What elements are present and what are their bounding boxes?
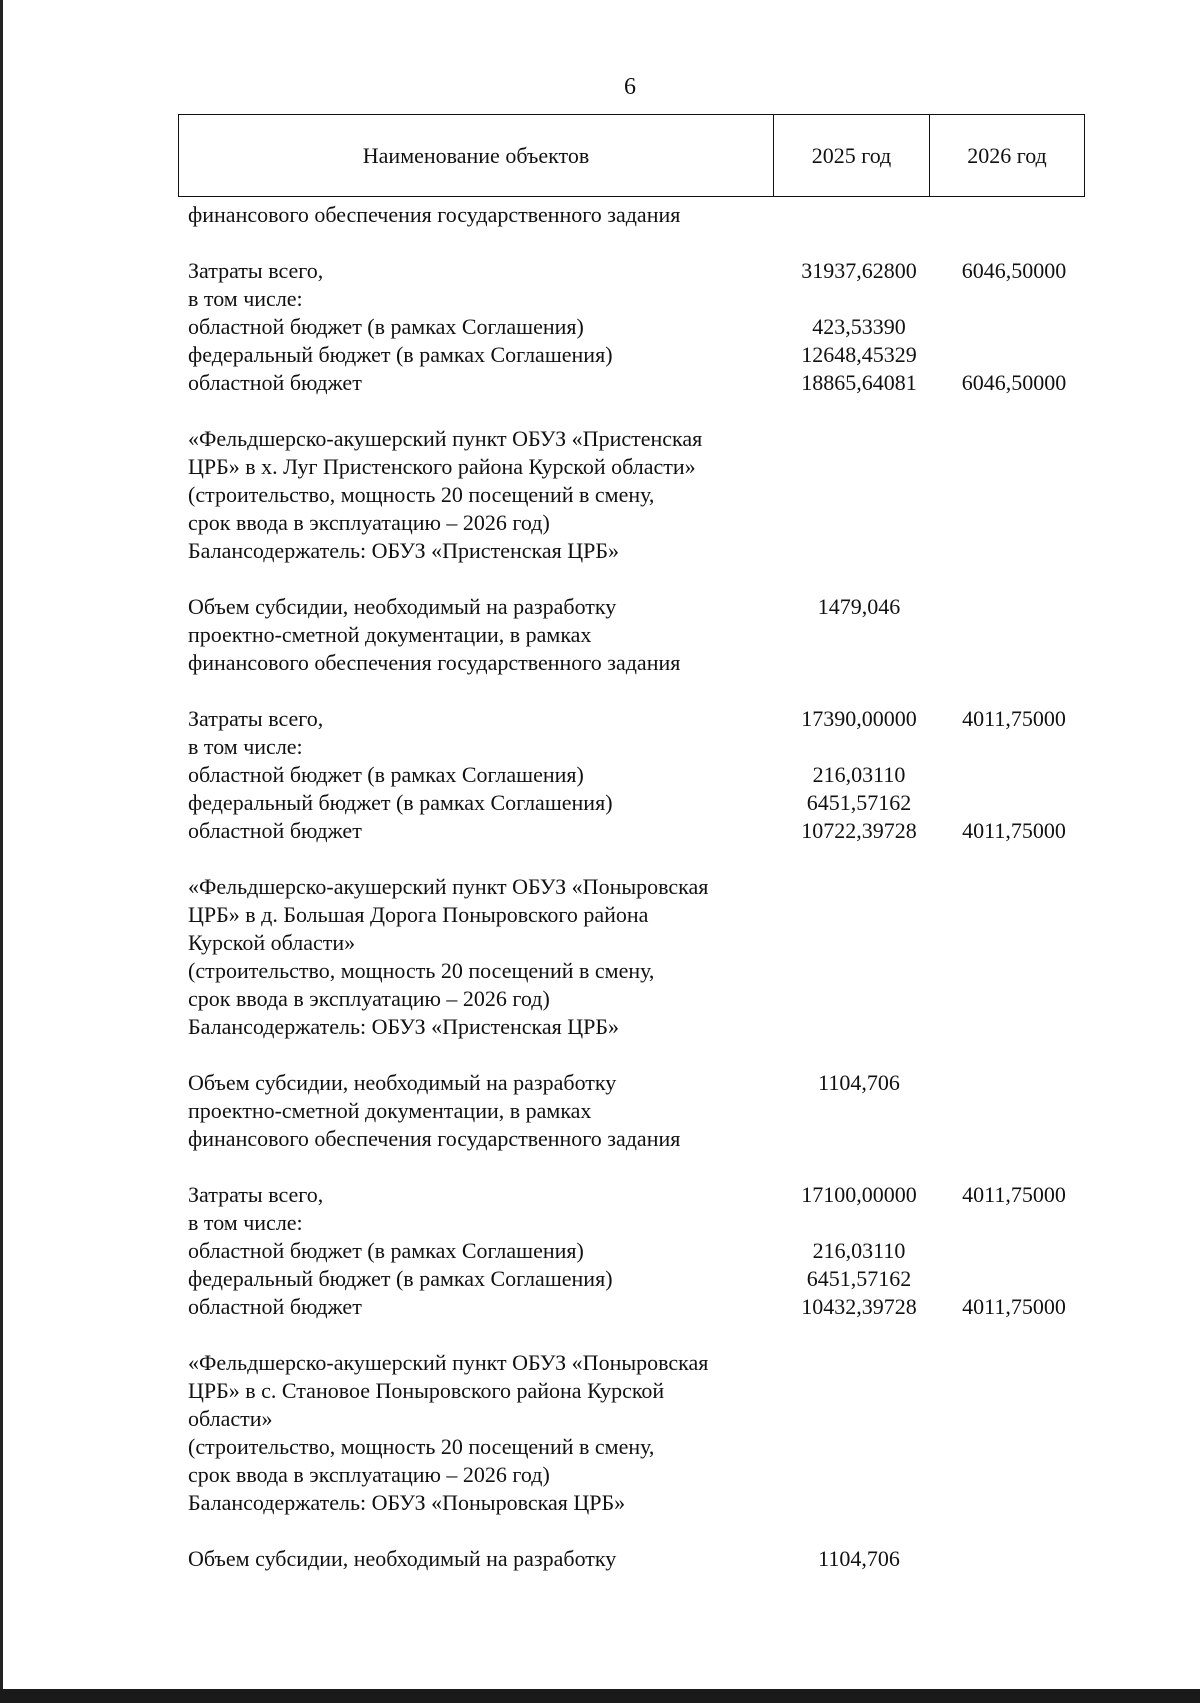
row-name-cell: (строительство, мощность 20 посещений в смену,	[188, 1434, 655, 1459]
table-row	[188, 593, 1088, 621]
row-name-cell	[188, 677, 778, 705]
table-row	[188, 1405, 1088, 1433]
row-2026-cell	[940, 453, 1088, 481]
row-2026-cell	[940, 1545, 1088, 1573]
row-2026-cell	[940, 313, 1088, 341]
row-2025-cell	[778, 1377, 940, 1405]
row-2025-cell: 423,53390	[812, 314, 906, 339]
row-name-cell: финансового обеспечения государственного задания	[188, 1126, 681, 1151]
row-2025-cell: 10722,39728	[801, 818, 917, 843]
row-name-cell: областной бюджет (в рамках Соглашения)	[188, 762, 584, 787]
row-2026-cell: 4011,75000	[962, 1182, 1066, 1207]
row-2026-cell: 4011,75000	[962, 818, 1066, 843]
row-2025-cell	[778, 425, 940, 453]
table-row	[188, 845, 1088, 873]
table-row	[188, 481, 1088, 509]
row-2025-cell: 12648,45329	[801, 342, 917, 367]
row-2026-cell	[940, 593, 1088, 621]
row-2026-cell	[940, 677, 1088, 705]
table-row	[188, 1013, 1088, 1041]
row-2025-cell	[778, 509, 940, 537]
row-name-cell	[188, 845, 778, 873]
row-name-cell: области»	[188, 1406, 273, 1431]
table-row	[188, 957, 1088, 985]
row-name-cell: «Фельдшерско-акушерский пункт ОБУЗ «Поныровская	[188, 1350, 709, 1375]
row-name-cell: Затраты всего,	[188, 1182, 324, 1207]
table-row	[188, 1265, 1088, 1293]
row-2025-cell	[778, 1013, 940, 1041]
row-name-cell: в том числе:	[188, 734, 303, 759]
row-2026-cell	[940, 1405, 1088, 1433]
row-2025-cell: 216,03110	[812, 1238, 906, 1263]
table-row	[188, 817, 1088, 845]
table-row	[188, 705, 1088, 733]
table-header	[178, 114, 1085, 197]
row-2026-cell	[940, 873, 1088, 901]
row-2026-cell	[940, 425, 1088, 453]
row-2025-cell	[778, 1209, 940, 1237]
scan-edge-left	[0, 0, 3, 1703]
row-name-cell: проектно-сметной документации, в рамках	[188, 1098, 592, 1123]
table-row	[188, 201, 1088, 229]
table-row	[188, 1321, 1088, 1349]
table-row	[188, 873, 1088, 901]
row-2026-cell	[940, 1097, 1088, 1125]
row-2025-cell	[778, 1489, 940, 1517]
row-2025-cell	[778, 845, 940, 873]
row-2026-cell	[940, 1321, 1088, 1349]
row-2025-cell: 17390,00000	[801, 706, 917, 731]
row-name-cell: Затраты всего,	[188, 706, 324, 731]
table-row	[188, 509, 1088, 537]
row-name-cell: областной бюджет (в рамках Соглашения)	[188, 314, 584, 339]
row-2026-cell	[940, 789, 1088, 817]
row-2026-cell	[940, 285, 1088, 313]
row-name-cell: (строительство, мощность 20 посещений в смену,	[188, 482, 655, 507]
row-2026-cell: 4011,75000	[962, 1294, 1066, 1319]
row-2026-cell	[940, 509, 1088, 537]
row-2025-cell	[778, 929, 940, 957]
row-name-cell: Курской области»	[188, 930, 356, 955]
row-2025-cell: 17100,00000	[801, 1182, 917, 1207]
row-2026-cell	[940, 649, 1088, 677]
row-2025-cell	[778, 1517, 940, 1545]
row-name-cell: областной бюджет	[188, 818, 362, 843]
row-name-cell: Объем субсидии, необходимый на разработку	[188, 594, 617, 619]
row-2025-cell	[778, 565, 940, 593]
row-2026-cell	[940, 845, 1088, 873]
row-name-cell: финансового обеспечения государственного задания	[188, 202, 681, 227]
row-2025-cell	[778, 1153, 940, 1181]
row-2026-cell	[940, 565, 1088, 593]
table-row	[188, 901, 1088, 929]
row-name-cell: областной бюджет	[188, 370, 362, 395]
table-row	[188, 453, 1088, 481]
row-2026-cell: 6046,50000	[961, 258, 1067, 283]
row-2026-cell	[940, 1041, 1088, 1069]
row-name-cell: федеральный бюджет (в рамках Соглашения)	[188, 342, 613, 367]
row-2026-cell	[940, 537, 1088, 565]
row-2025-cell	[778, 621, 940, 649]
row-name-cell: Балансодержатель: ОБУЗ «Поныровская ЦРБ»	[188, 1490, 626, 1515]
table-row	[188, 1153, 1088, 1181]
row-2025-cell	[778, 201, 940, 229]
row-2026-cell	[940, 1265, 1088, 1293]
table-row	[188, 397, 1088, 425]
row-name-cell: Объем субсидии, необходимый на разработку	[188, 1070, 617, 1095]
row-2025-cell	[778, 285, 940, 313]
row-2025-cell	[778, 1041, 940, 1069]
table-row	[188, 1489, 1088, 1517]
row-2025-cell: 18865,64081	[801, 370, 917, 395]
row-name-cell: ЦРБ» в х. Луг Пристенского района Курской области»	[188, 454, 696, 479]
row-name-cell: срок ввода в эксплуатацию – 2026 год)	[188, 1462, 550, 1487]
row-name-cell: срок ввода в эксплуатацию – 2026 год)	[188, 510, 550, 535]
row-2026-cell	[940, 901, 1088, 929]
row-2026-cell	[940, 229, 1088, 257]
table-row	[188, 1181, 1088, 1209]
row-2025-cell	[778, 229, 940, 257]
row-2025-cell	[778, 649, 940, 677]
table-row	[188, 369, 1088, 397]
table-row	[188, 341, 1088, 369]
table-row	[188, 1237, 1088, 1265]
table-row	[188, 789, 1088, 817]
row-2026-cell	[940, 1237, 1088, 1265]
row-2025-cell	[778, 537, 940, 565]
row-2026-cell	[940, 985, 1088, 1013]
row-2026-cell	[940, 397, 1088, 425]
row-2026-cell	[940, 957, 1088, 985]
row-2025-cell	[778, 1125, 940, 1153]
row-name-cell: срок ввода в эксплуатацию – 2026 год)	[188, 986, 550, 1011]
row-2025-cell	[778, 1433, 940, 1461]
row-name-cell	[188, 1321, 778, 1349]
row-2025-cell	[778, 1097, 940, 1125]
row-name-cell	[188, 1041, 778, 1069]
header-2025-column: 2025 год	[774, 115, 930, 196]
table-row	[188, 1349, 1088, 1377]
row-2025-cell	[778, 1321, 940, 1349]
table-row	[188, 1545, 1088, 1573]
row-name-cell: федеральный бюджет (в рамках Соглашения)	[188, 790, 613, 815]
row-2025-cell: 1479,046	[817, 594, 901, 619]
header-name-column: Наименование объектов	[179, 115, 774, 196]
row-2026-cell	[940, 1349, 1088, 1377]
table-row	[188, 929, 1088, 957]
table-row	[188, 1069, 1088, 1097]
header-2026-column: 2026 год	[967, 142, 1047, 168]
row-name-cell: «Фельдшерско-акушерский пункт ОБУЗ «Пристенская	[188, 426, 703, 451]
row-2026-cell	[940, 1433, 1088, 1461]
row-2025-cell	[778, 1461, 940, 1489]
row-2025-cell	[778, 733, 940, 761]
row-2025-cell: 31937,62800	[801, 258, 917, 283]
row-2025-cell: 1104,706	[818, 1546, 900, 1571]
row-2025-cell: 6451,57162	[806, 790, 912, 815]
row-2026-cell	[940, 201, 1088, 229]
row-name-cell: (строительство, мощность 20 посещений в смену,	[188, 958, 655, 983]
table-row	[188, 1461, 1088, 1489]
row-2025-cell	[778, 957, 940, 985]
row-name-cell: проектно-сметной документации, в рамках	[188, 622, 592, 647]
row-2026-cell	[940, 733, 1088, 761]
row-name-cell: областной бюджет (в рамках Соглашения)	[188, 1238, 584, 1263]
table-row	[188, 537, 1088, 565]
row-2026-cell	[940, 1069, 1088, 1097]
row-2025-cell	[778, 1405, 940, 1433]
row-name-cell	[188, 397, 778, 425]
table-row	[188, 761, 1088, 789]
row-2025-cell	[778, 873, 940, 901]
table-row	[188, 285, 1088, 313]
row-2026-cell	[940, 761, 1088, 789]
row-name-cell: областной бюджет	[188, 1294, 362, 1319]
row-2026-cell: 4011,75000	[962, 706, 1066, 731]
row-2025-cell: 6451,57162	[806, 1266, 912, 1291]
row-name-cell: Объем субсидии, необходимый на разработку	[188, 1546, 617, 1571]
row-name-cell: Балансодержатель: ОБУЗ «Пристенская ЦРБ»	[188, 1014, 619, 1039]
row-2026-cell	[940, 1013, 1088, 1041]
table-row	[188, 257, 1088, 285]
row-2025-cell	[778, 677, 940, 705]
row-name-cell: федеральный бюджет (в рамках Соглашения)	[188, 1266, 613, 1291]
table-row	[188, 313, 1088, 341]
row-2025-cell: 1104,706	[818, 1070, 900, 1095]
row-name-cell: в том числе:	[188, 1210, 303, 1235]
row-2026-cell: 6046,50000	[961, 370, 1067, 395]
row-name-cell: Балансодержатель: ОБУЗ «Пристенская ЦРБ»	[188, 538, 619, 563]
row-2026-cell	[940, 1209, 1088, 1237]
page-number: 6	[624, 74, 636, 100]
table-row	[188, 425, 1088, 453]
table-row	[188, 1209, 1088, 1237]
row-2026-cell	[940, 1489, 1088, 1517]
table-row	[188, 565, 1088, 593]
row-name-cell	[188, 1517, 778, 1545]
row-2026-cell	[940, 1461, 1088, 1489]
row-name-cell: ЦРБ» в с. Становое Поныровского района Курской	[188, 1378, 665, 1403]
row-name-cell	[188, 565, 778, 593]
row-2025-cell	[778, 901, 940, 929]
row-2026-cell	[940, 929, 1088, 957]
table-body	[188, 201, 1088, 1573]
table-row	[188, 621, 1088, 649]
row-name-cell	[188, 229, 778, 257]
row-name-cell: ЦРБ» в д. Большая Дорога Поныровского района	[188, 902, 649, 927]
row-2025-cell	[778, 397, 940, 425]
table-row	[188, 649, 1088, 677]
row-2025-cell: 216,03110	[812, 762, 906, 787]
row-2026-cell	[940, 621, 1088, 649]
table-row	[188, 985, 1088, 1013]
row-2025-cell: 10432,39728	[801, 1294, 917, 1319]
row-2026-cell	[940, 341, 1088, 369]
row-2025-cell	[778, 1349, 940, 1377]
table-row	[188, 1125, 1088, 1153]
row-2026-cell	[940, 1517, 1088, 1545]
table-row	[188, 677, 1088, 705]
table-row	[188, 1293, 1088, 1321]
scan-edge-bottom	[0, 1689, 1200, 1703]
table-row	[188, 229, 1088, 257]
row-2026-cell	[940, 1125, 1088, 1153]
row-name-cell	[188, 1153, 778, 1181]
table-row	[188, 1041, 1088, 1069]
row-name-cell: в том числе:	[188, 286, 303, 311]
row-2025-cell	[778, 985, 940, 1013]
row-2026-cell	[940, 1377, 1088, 1405]
table-row	[188, 1433, 1088, 1461]
table-row	[188, 733, 1088, 761]
row-2025-cell	[778, 453, 940, 481]
table-row	[188, 1517, 1088, 1545]
row-name-cell: «Фельдшерско-акушерский пункт ОБУЗ «Поныровская	[188, 874, 709, 899]
row-name-cell: Затраты всего,	[188, 258, 324, 283]
row-2026-cell	[940, 481, 1088, 509]
table-row	[188, 1097, 1088, 1125]
table-row	[188, 1377, 1088, 1405]
row-2025-cell	[778, 481, 940, 509]
row-name-cell: финансового обеспечения государственного задания	[188, 650, 681, 675]
row-2026-cell	[940, 1153, 1088, 1181]
